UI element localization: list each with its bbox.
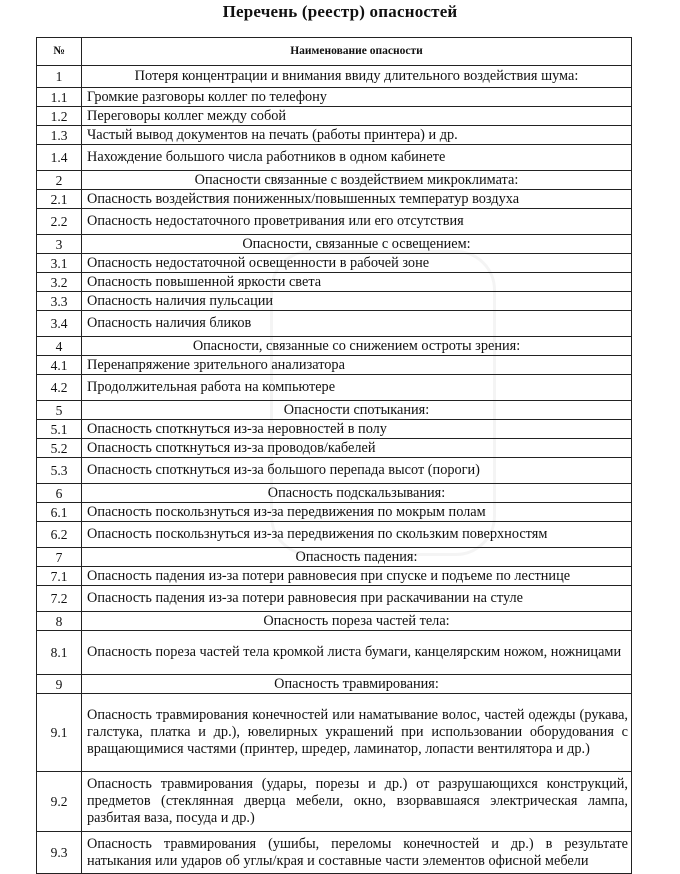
table-row: [37, 66, 632, 88]
row-number: 3.2: [37, 273, 82, 292]
row-number: 7.1: [37, 567, 82, 586]
header-hazard-name: Наименование опасности: [82, 38, 632, 66]
table-row: [37, 612, 632, 631]
table-row: [37, 548, 632, 567]
hazard-item: Опасность наличия бликов: [82, 311, 632, 337]
header-number: №: [37, 38, 82, 66]
hazard-item: Нахождение большого числа работников в одном кабинете: [82, 145, 632, 171]
row-number: 6.1: [37, 503, 82, 522]
group-heading: Опасность падения:: [82, 548, 632, 567]
group-heading: Опасности связанные с воздействием микроклимата:: [82, 171, 632, 190]
hazard-item: Опасность воздействия пониженных/повышенных температур воздуха: [82, 190, 632, 209]
row-number: 2: [37, 171, 82, 190]
table-row: [37, 420, 632, 439]
row-number: 4.2: [37, 375, 82, 401]
table-row: [37, 375, 632, 401]
table-row: [37, 311, 632, 337]
row-number: 3.1: [37, 254, 82, 273]
table-row: [37, 337, 632, 356]
group-heading: Опасность пореза частей тела:: [82, 612, 632, 631]
table-row: [37, 88, 632, 107]
hazard-item: Опасность падения из-за потери равновесия при спуске и подъеме по лестнице: [82, 567, 632, 586]
document-title: Перечень (реестр) опасностей: [222, 2, 458, 21]
row-number: 2.1: [37, 190, 82, 209]
hazard-item: Продолжительная работа на компьютере: [82, 375, 632, 401]
hazard-item: Переговоры коллег между собой: [82, 107, 632, 126]
hazard-item: Громкие разговоры коллег по телефону: [82, 88, 632, 107]
table-row: [37, 356, 632, 375]
table-row: [37, 458, 632, 484]
row-number: 5.2: [37, 439, 82, 458]
table-row: [37, 694, 632, 772]
row-number: 8.1: [37, 631, 82, 675]
table-row: [37, 586, 632, 612]
hazard-item: Опасность повышенной яркости света: [82, 273, 632, 292]
row-number: 7.2: [37, 586, 82, 612]
row-number: 1.4: [37, 145, 82, 171]
table-row: [37, 522, 632, 548]
row-number: 4.1: [37, 356, 82, 375]
row-number: 3: [37, 235, 82, 254]
table-row: [37, 832, 632, 874]
table-row: [37, 273, 632, 292]
row-number: 9.2: [37, 772, 82, 832]
row-number: 8: [37, 612, 82, 631]
table-header-row: [37, 38, 632, 66]
table-row: [37, 107, 632, 126]
row-number: 5: [37, 401, 82, 420]
group-heading: Опасности, связанные со снижением остроты зрения:: [82, 337, 632, 356]
table-row: [37, 484, 632, 503]
table-row: [37, 292, 632, 311]
group-heading: Опасности спотыкания:: [82, 401, 632, 420]
table-row: [37, 675, 632, 694]
hazard-item: Опасность споткнуться из-за большого перепада высот (пороги): [82, 458, 632, 484]
row-number: 5.3: [37, 458, 82, 484]
hazard-item: Опасность недостаточного проветривания или его отсутствия: [82, 209, 632, 235]
hazard-item: Опасность травмирования (ушибы, переломы конечностей и др.) в результате натыкания или ударов об углы/края и составные части элементов офисной мебели: [82, 832, 632, 874]
row-number: 1.2: [37, 107, 82, 126]
table-row: [37, 503, 632, 522]
hazard-item: Частый вывод документов на печать (работы принтера) и др.: [82, 126, 632, 145]
hazard-item: Опасность наличия пульсации: [82, 292, 632, 311]
row-number: 6.2: [37, 522, 82, 548]
table-row: [37, 145, 632, 171]
row-number: 6: [37, 484, 82, 503]
hazard-item: Опасность споткнуться из-за неровностей в полу: [82, 420, 632, 439]
table-row: [37, 190, 632, 209]
row-number: 3.4: [37, 311, 82, 337]
table-row: [37, 254, 632, 273]
table-row: [37, 171, 632, 190]
hazard-item: Опасность поскользнуться из-за передвижения по мокрым полам: [82, 503, 632, 522]
row-number: 7: [37, 548, 82, 567]
row-number: 1: [37, 66, 82, 88]
table-row: [37, 439, 632, 458]
table-row: [37, 567, 632, 586]
row-number: 9: [37, 675, 82, 694]
row-number: 3.3: [37, 292, 82, 311]
table-row: [37, 772, 632, 832]
hazard-item: Перенапряжение зрительного анализатора: [82, 356, 632, 375]
table-row: [37, 631, 632, 675]
row-number: 5.1: [37, 420, 82, 439]
hazard-item: Опасность пореза частей тела кромкой листа бумаги, канцелярским ножом, ножницами: [82, 631, 632, 675]
table-row: [37, 235, 632, 254]
row-number: 9.1: [37, 694, 82, 772]
table-row: [37, 209, 632, 235]
hazard-item: Опасность падения из-за потери равновесия при раскачивании на стуле: [82, 586, 632, 612]
hazard-item: Опасность недостаточной освещенности в рабочей зоне: [82, 254, 632, 273]
row-number: 2.2: [37, 209, 82, 235]
table-row: [37, 401, 632, 420]
hazard-item: Опасность травмирования (удары, порезы и др.) от разрушающихся конструкций, предметов (стеклянная дверца мебели, окно, взорвавшаяся электрическая лампа, разбитая ваза, посуда и др.): [82, 772, 632, 832]
row-number: 1.1: [37, 88, 82, 107]
hazard-register-table: [36, 37, 632, 874]
row-number: 1.3: [37, 126, 82, 145]
hazard-item: Опасность поскользнуться из-за передвижения по скользким поверхностям: [82, 522, 632, 548]
group-heading: Опасность травмирования:: [82, 675, 632, 694]
table-row: [37, 126, 632, 145]
group-heading: Потеря концентрации и внимания ввиду длительного воздействия шума:: [82, 66, 632, 88]
hazard-item: Опасность травмирования конечностей или наматывание волос, частей одежды (рукава, галстука, платка и др.), ювелирных украшений при использовании оборудования с вращающимися частями (принтер, шредер, ламинатор, лопасти вентилятора и др.): [82, 694, 632, 772]
hazard-item: Опасность споткнуться из-за проводов/кабелей: [82, 439, 632, 458]
group-heading: Опасности, связанные с освещением:: [82, 235, 632, 254]
row-number: 9.3: [37, 832, 82, 874]
row-number: 4: [37, 337, 82, 356]
group-heading: Опасность подскальзывания:: [82, 484, 632, 503]
